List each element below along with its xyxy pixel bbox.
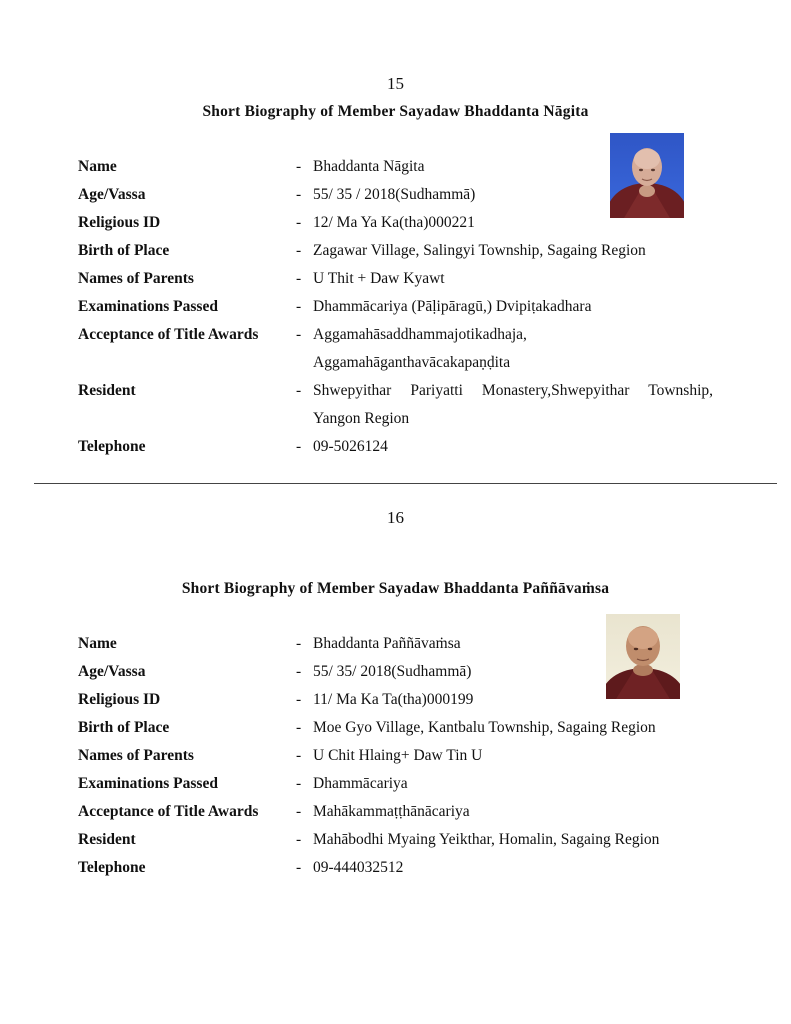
bio1-label: Telephone <box>78 438 146 455</box>
bio2-title: Short Biography of Member Sayadaw Bhaddanta Paññāvaṁsa <box>181 580 610 597</box>
bio1-row-parents <box>78 270 728 294</box>
bio2-row-parents <box>78 747 728 771</box>
bio2-row-age-vassa <box>78 663 728 687</box>
bio2-row-telephone <box>78 859 728 883</box>
bio1-row-title-awards <box>78 326 728 371</box>
separator-dash: - <box>296 270 302 287</box>
separator-dash: - <box>296 691 302 708</box>
bio1-label: Name <box>78 158 117 175</box>
bio2-label: Resident <box>78 831 136 848</box>
separator-dash: - <box>296 747 302 764</box>
separator-dash: - <box>296 663 302 680</box>
separator-dash: - <box>296 242 302 259</box>
bio2-row-examinations <box>78 775 728 799</box>
bio1-value: Shwepyithar Pariyatti Monastery,Shwepyithar Township, <box>313 382 713 399</box>
bio2-value: Mahābodhi Myaing Yeikthar, Homalin, Sagaing Region <box>313 831 660 848</box>
separator-dash: - <box>296 831 302 848</box>
bio1-label: Resident <box>78 382 136 399</box>
bio1-label: Religious ID <box>78 214 161 231</box>
bio2-label: Names of Parents <box>78 747 194 764</box>
bio2-row-title-awards <box>78 803 728 827</box>
separator-dash: - <box>296 214 302 231</box>
bio2-row-religious-id <box>78 691 728 715</box>
bio1-value: 55/ 35 / 2018(Sudhammā) <box>313 186 476 203</box>
bio2-value: Dhammācariya <box>313 775 408 792</box>
bio2-value: U Chit Hlaing+ Daw Tin U <box>313 747 483 764</box>
bio1-label: Acceptance of Title Awards <box>78 326 259 343</box>
bio1-label: Names of Parents <box>78 270 194 287</box>
separator-dash: - <box>296 382 302 399</box>
bio2-number: 16 <box>387 508 404 527</box>
bio2-value: 09-444032512 <box>313 859 404 876</box>
bio1-value: 12/ Ma Ya Ka(tha)000221 <box>313 214 475 231</box>
separator-dash: - <box>296 803 302 820</box>
separator-dash: - <box>296 158 302 175</box>
bio1-value: Zagawar Village, Salingyi Township, Sagaing Region <box>313 242 646 259</box>
section-divider <box>34 483 777 484</box>
bio1-number: 15 <box>387 74 404 93</box>
bio2-value: Bhaddanta Paññāvaṁsa <box>313 635 461 652</box>
bio2-row-name <box>78 635 728 659</box>
bio1-value-line2: Aggamahāganthavācakapaṇḍita <box>313 354 511 371</box>
bio2-value: 55/ 35/ 2018(Sudhammā) <box>313 663 472 680</box>
bio1-row-religious-id <box>78 214 728 238</box>
separator-dash: - <box>296 298 302 315</box>
separator-dash: - <box>296 719 302 736</box>
bio2-label: Religious ID <box>78 691 161 708</box>
bio1-value: U Thit + Daw Kyawt <box>313 270 445 287</box>
bio2-value: Moe Gyo Village, Kantbalu Township, Sagaing Region <box>313 719 656 736</box>
separator-dash: - <box>296 859 302 876</box>
bio2-value: 11/ Ma Ka Ta(tha)000199 <box>313 691 474 708</box>
bio2-label: Telephone <box>78 859 146 876</box>
bio1-row-resident <box>78 382 728 427</box>
separator-dash: - <box>296 635 302 652</box>
bio2-label: Birth of Place <box>78 719 170 736</box>
bio2-label: Examinations Passed <box>78 775 218 792</box>
separator-dash: - <box>296 775 302 792</box>
bio1-row-name <box>78 158 728 182</box>
bio1-title: Short Biography of Member Sayadaw Bhaddanta Nāgita <box>202 103 589 120</box>
bio1-row-birth-place <box>78 242 728 266</box>
separator-dash: - <box>296 326 302 343</box>
bio2-value: Mahākammaṭṭhānācariya <box>313 803 470 820</box>
bio1-value-line2: Yangon Region <box>313 410 410 427</box>
bio2-label: Acceptance of Title Awards <box>78 803 259 820</box>
bio1-row-age-vassa <box>78 186 728 210</box>
bio1-row-telephone <box>78 438 728 462</box>
bio1-row-examinations <box>78 298 728 322</box>
bio2-label: Age/Vassa <box>78 663 146 680</box>
bio2-row-resident <box>78 831 728 855</box>
bio1-value: 09-5026124 <box>313 438 388 455</box>
bio1-label: Birth of Place <box>78 242 170 259</box>
bio2-row-birth-place <box>78 719 728 743</box>
separator-dash: - <box>296 186 302 203</box>
bio1-value: Bhaddanta Nāgita <box>313 158 425 175</box>
bio1-label: Age/Vassa <box>78 186 146 203</box>
separator-dash: - <box>296 438 302 455</box>
bio1-label: Examinations Passed <box>78 298 218 315</box>
bio1-value: Aggamahāsaddhammajotikadhaja, <box>313 326 527 343</box>
bio1-value: Dhammācariya (Pāḷipāragū,) Dvipiṭakadhara <box>313 298 592 315</box>
bio2-label: Name <box>78 635 117 652</box>
